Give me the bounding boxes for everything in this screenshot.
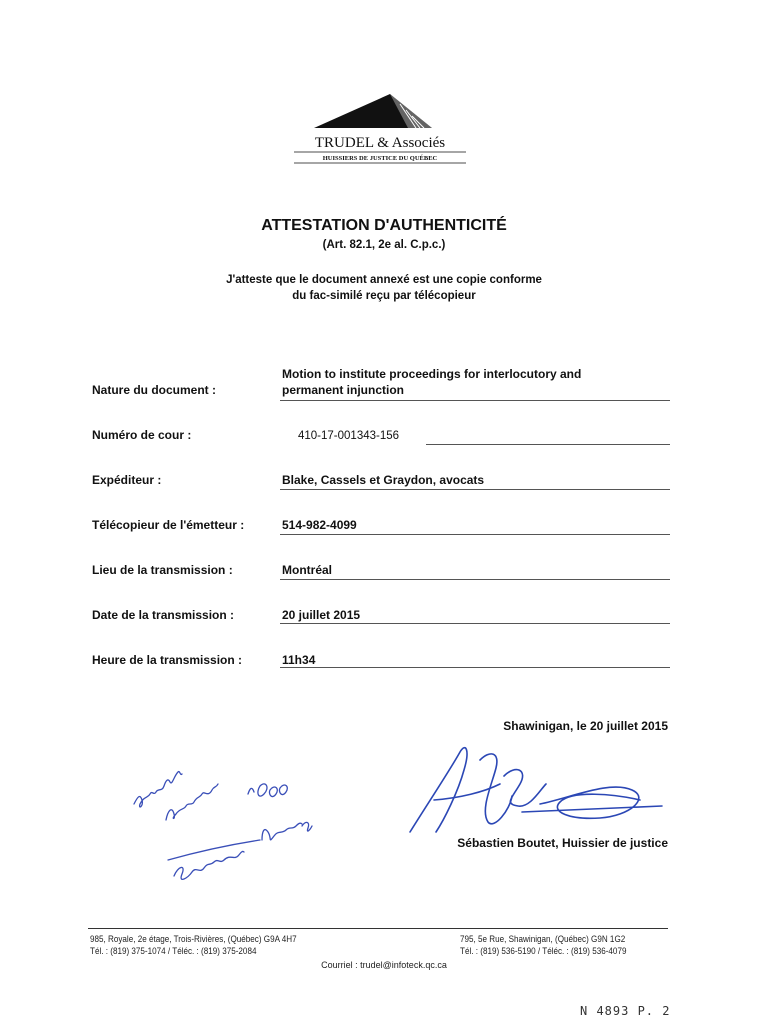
attestation-statement	[0, 272, 768, 304]
pyramid-logo-icon	[292, 90, 468, 166]
document-title: ATTESTATION D'AUTHENTICITÉ	[261, 217, 507, 234]
place-underline	[280, 579, 670, 580]
footer-divider	[88, 928, 668, 929]
place-value: Montréal	[282, 563, 333, 577]
document-subtitle: (Art. 82.1, 2e al. C.p.c.)	[322, 239, 446, 251]
court-number-value: 410-17-001343-156	[298, 430, 400, 442]
court-number-label: Numéro de cour :	[92, 428, 192, 442]
time-value: 11h34	[282, 653, 316, 667]
court-number-underline	[426, 444, 670, 445]
nature-underline	[280, 400, 670, 401]
footer-left-phone: Tél. : (819) 375-1074 / Téléc. : (819) 375-2084	[90, 946, 257, 956]
date-value: 20 juillet 2015	[282, 608, 361, 622]
date-underline	[280, 623, 670, 624]
signing-place-date: Shawinigan, le 20 juillet 2015	[503, 719, 668, 733]
sender-label: Expéditeur :	[92, 473, 162, 487]
svg-text:TRUDEL & Associés: TRUDEL & Associés	[314, 135, 446, 151]
signature	[400, 740, 670, 840]
fax-value: 514-982-4099	[282, 518, 357, 532]
footer-right-address: 795, 5e Rue, Shawinigan, (Québec) G9N 1G2	[460, 934, 626, 944]
firm-logo	[292, 90, 468, 166]
sender-value: Blake, Cassels et Graydon, avocats	[282, 473, 485, 487]
sender-underline	[280, 489, 670, 490]
signature-scribble-icon	[400, 740, 670, 840]
svg-text:HUISSIERS DE JUSTICE DU QUÉBEC: HUISSIERS DE JUSTICE DU QUÉBEC	[322, 155, 438, 162]
statement-line-1: J'atteste que le document annexé est une copie conforme	[226, 274, 542, 286]
handwritten-note	[130, 764, 360, 894]
footer-office-trois-rivieres	[90, 933, 297, 957]
nature-value-line-1: Motion to institute proceedings for interlocutory and	[282, 367, 582, 381]
time-label: Heure de la transmission :	[92, 653, 243, 667]
nature-label: Nature du document :	[92, 383, 217, 397]
footer-office-shawinigan	[460, 933, 626, 957]
fax-page-stamp: N 4893 P. 2	[580, 1004, 671, 1018]
footer-left-address: 985, Royale, 2e étage, Trois-Rivières, (Québec) G9A 4H7	[90, 934, 297, 944]
fax-underline	[280, 534, 670, 535]
time-underline	[280, 667, 670, 668]
signer-name: Sébastien Boutet, Huissier de justice	[457, 836, 668, 850]
fax-label: Télécopieur de l'émetteur :	[92, 518, 245, 532]
footer-email: Courriel : trudel@infoteck.qc.ca	[321, 960, 447, 970]
footer-right-phone: Tél. : (819) 536-5190 / Téléc. : (819) 536-4079	[460, 946, 627, 956]
date-label: Date de la transmission :	[92, 608, 235, 622]
place-label: Lieu de la transmission :	[92, 563, 233, 577]
nature-value	[282, 366, 581, 398]
handwritten-note-scribble-icon	[130, 764, 360, 894]
nature-value-line-2: permanent injunction	[282, 383, 405, 397]
statement-line-2: du fac-similé reçu par télécopieur	[292, 290, 476, 302]
